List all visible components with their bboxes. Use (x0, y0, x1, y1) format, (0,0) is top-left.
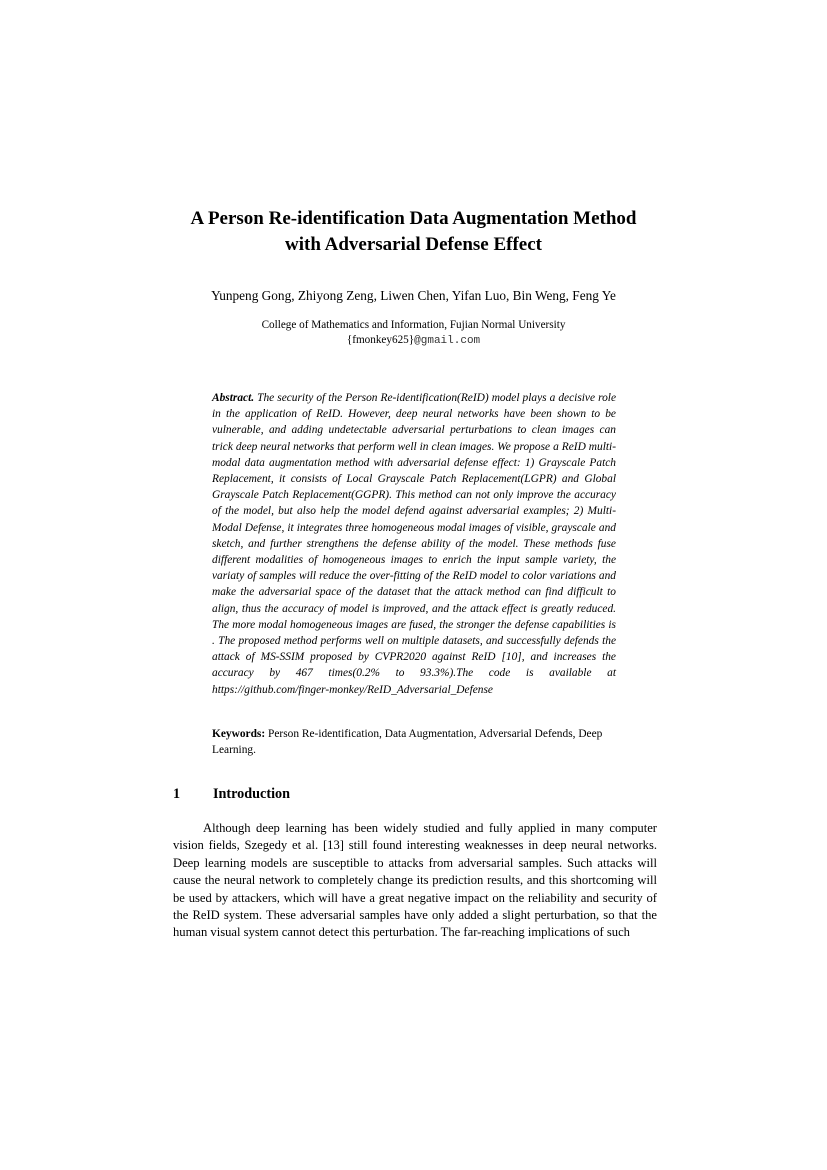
section-number: 1 (173, 786, 181, 802)
affiliation-block (120, 318, 707, 349)
paper-title-line-1: A Person Re-identification Data Augmentation Method (190, 208, 637, 229)
keywords-text: Person Re-identification, Data Augmentation, Adversarial Defends, Deep Learning. (212, 728, 603, 757)
intro-paragraph: Although deep learning has been widely studied and fully applied in many computer vision fields, Szegedy et al. [13] still found interesting weaknesses in deep neural networks. Deep learning models are susceptible to attacks from adversarial samples. Such attacks will cause the neural network to completely change its prediction results, and this shortcoming will be used by attackers, which will have a great negative impact on the reliability and security of the ReID system. These adversarial samples have only added a slight perturbation, so that the human visual system cannot detect this perturbation. The far-reaching implications of such (173, 821, 657, 940)
email-domain: @gmail.com (414, 335, 481, 347)
paper-title (120, 206, 707, 258)
keywords (212, 726, 616, 758)
author-list: Yunpeng Gong, Zhiyong Zeng, Liwen Chen, Yifan Luo, Bin Weng, Feng Ye (211, 288, 616, 303)
abstract-label: Abstract. (212, 392, 255, 404)
email (120, 333, 707, 349)
keywords-label: Keywords: (212, 728, 266, 740)
section-heading-introduction (173, 785, 290, 803)
email-user: {fmonkey625} (346, 334, 415, 346)
paper-title-line-2: with Adversarial Defense Effect (285, 234, 542, 255)
abstract-text: The security of the Person Re-identification(ReID) model plays a decisive role in the application of ReID. However, deep neural networks have been shown to be vulnerable, and adding undetectable adversarial perturbations to clean images can trick deep neural networks that perform well in clean images. We propose a ReID multi-modal data augmentation method with adversarial defense effect: 1) Grayscale Patch Replacement, it consists of Local Grayscale Patch Replacement(LGPR) and Global Grayscale Patch Replacement(GGPR). This method can not only improve the accuracy of the model, but also help the model defend against adversarial examples; 2) Multi-Modal Defense, it integrates three homogeneous modal images of visible, grayscale and sketch, and further strengthens the defense ability of the model. These methods fuse different modalities of homogeneous images to enrich the input sample variety, the variaty of samples will reduce the over-fitting of the ReID model to color variations and make the adversarial space of the dataset that the attack method can find difficult to align, thus the accuracy of model is improved, and the attack effect is greatly reduced. The more modal homogeneous images are fused, the stronger the defense capabilities is . The proposed method performs well on multiple datasets, and successfully defends the attack of MS-SSIM proposed by CVPR2020 against ReID [10], and increases the accuracy by 467 times(0.2% to 93.3%).The code is available at https://github.com/finger-monkey/ReID_Adversarial_Defense (212, 392, 617, 696)
abstract (212, 390, 616, 698)
affiliation: College of Mathematics and Information, Fujian Normal University (261, 319, 566, 331)
section-title: Introduction (213, 786, 290, 802)
